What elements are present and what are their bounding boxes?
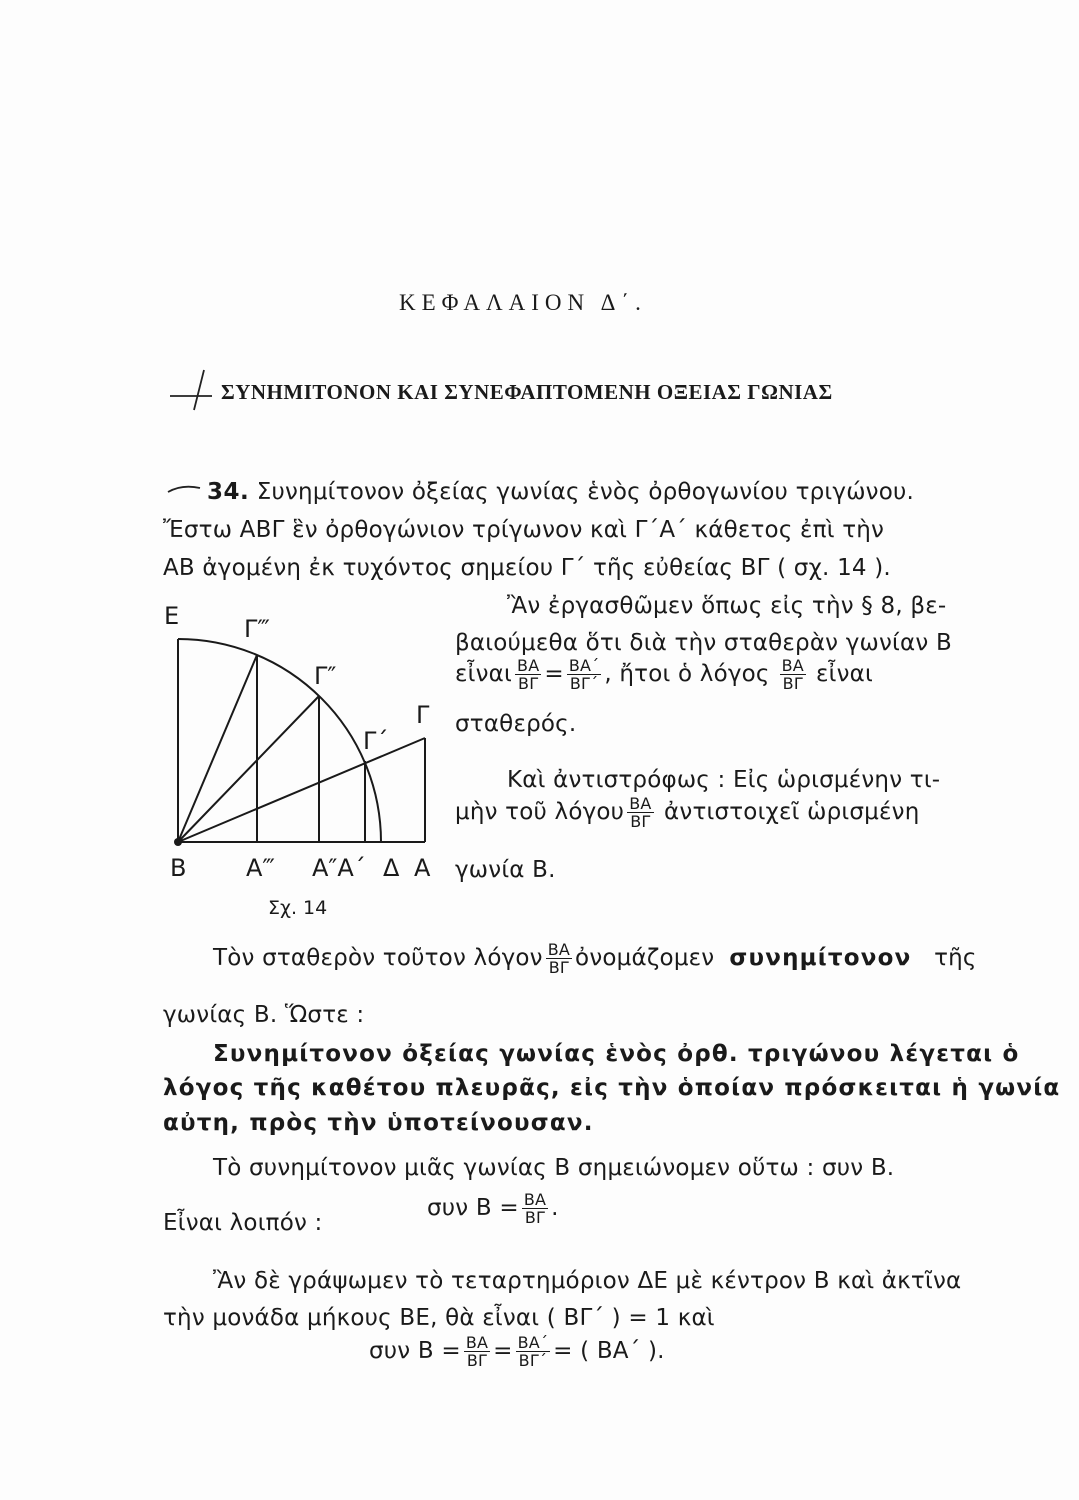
margin-dash-mark xyxy=(166,480,202,498)
label-B: Β xyxy=(170,854,187,882)
para34-number: 34. xyxy=(207,479,250,505)
para34-line2: Ἔστω ΑΒΓ ἓν ὀρθογώνιον τρίγωνον καὶ Γ΄Α΄ κάθετος ἐπὶ τὴν xyxy=(163,517,885,543)
figure-caption: Σχ. 14 xyxy=(268,897,328,919)
figure-14 xyxy=(160,592,460,932)
label-G3: Γ‴ xyxy=(244,615,270,643)
label-E: Ε xyxy=(164,602,180,630)
equals-2: = xyxy=(493,1338,513,1364)
label-G2: Γ″ xyxy=(314,662,337,690)
fraction-ratio-2: $\frac{BA}{B\Gamma}$ xyxy=(629,794,652,831)
definition-line3: αὐτη, πρὸς τὴν ὑποτείνουσαν. xyxy=(163,1110,594,1136)
margin-cross-mark xyxy=(168,366,216,414)
body-line5: Ἂν δὲ γράψωμεν τὸ τεταρτημόριον ΔΕ μὲ κέντρον Β καὶ ἀκτῖνα xyxy=(213,1268,962,1294)
ray-BG2 xyxy=(178,696,319,842)
syn-b-equals: συν Β = xyxy=(427,1195,519,1221)
antistoixei-text: ἀντιστοιχεῖ ὡρισμένη xyxy=(664,799,920,825)
min-tou-logou: μὴν τοῦ λόγου xyxy=(455,799,625,825)
para34-heading-line xyxy=(207,479,914,505)
equals-sign: = xyxy=(544,661,564,687)
fraction-ba-bg: $\frac{BA}{B\Gamma}$ xyxy=(517,656,540,693)
fraction-cos-b: $\frac{BA}{B\Gamma}$ xyxy=(523,1190,547,1227)
itoi-text: , ἤτοι ὁ λόγος xyxy=(604,661,770,687)
body-line1 xyxy=(213,941,977,976)
label-A3: Α‴ xyxy=(246,854,275,882)
fraction-ba1-bg1-final: $\frac{BA΄}{B\Gamma΄}$ xyxy=(517,1333,549,1370)
term-synimitonon: συνημίτονον xyxy=(729,945,912,971)
body-line3: Τὸ συνημίτονον μιᾶς γωνίας Β σημειώνομεν οὕτω : συν Β. xyxy=(213,1155,895,1181)
right-line7: γωνία Β. xyxy=(455,857,556,883)
fraction-ratio: $\frac{BA}{B\Gamma}$ xyxy=(781,656,804,693)
body-line4-formula xyxy=(427,1191,559,1226)
chapter-heading: ΚΕΦΑΛΑΙΟΝ Δ΄. xyxy=(399,290,647,315)
fraction-ba1-bg1: $\frac{BA΄}{B\Gamma΄}$ xyxy=(568,656,600,693)
right-line3 xyxy=(455,657,873,692)
label-A: Α xyxy=(414,854,431,882)
label-A2A1: Α″Α΄ xyxy=(312,854,366,882)
equals-ba1: = ( ΒΑ΄ ). xyxy=(553,1338,665,1364)
einai-word-2: εἶναι xyxy=(815,661,873,687)
fraction-ratio-3: $\frac{BA}{B\Gamma}$ xyxy=(547,940,571,977)
body-line6: τὴν μονάδα μήκους ΒΕ, θὰ εἶναι ( ΒΓ΄ ) = 1 καὶ xyxy=(163,1305,715,1331)
period: . xyxy=(551,1195,559,1221)
right-line5: Καὶ ἀντιστρόφως : Εἰς ὡρισμένην τι- xyxy=(507,767,941,793)
einai-word: εἶναι xyxy=(455,661,513,687)
body-p1a: Τὸν σταθερὸν τοῦτον λόγον xyxy=(213,945,543,971)
right-line4: σταθερός. xyxy=(455,711,577,737)
body-p1d: τῆς xyxy=(934,945,977,971)
point-B xyxy=(174,838,182,846)
body-p1b: ὀνομάζομεν xyxy=(575,945,715,971)
para34-heading: Συνημίτονον ὀξείας γωνίας ἑνὸς ὀρθογωνίου τριγώνου. xyxy=(256,479,915,505)
definition-line1: Συνημίτονον ὀξείας γωνίας ἑνὸς ὀρθ. τριγώνου λέγεται ὁ xyxy=(213,1041,1020,1067)
para34-line3: ΑΒ ἀγομένη ἐκ τυχόντος σημείου Γ΄ τῆς εὐθείας ΒΓ ( σχ. 14 ). xyxy=(163,555,891,581)
body-line7-formula xyxy=(369,1334,665,1369)
definition-line2: λόγος τῆς καθέτου πλευρᾶς, εἰς τὴν ὁποίαν πρόσκειται ἡ γωνία xyxy=(163,1075,1061,1101)
label-G: Γ xyxy=(416,701,430,729)
right-line2: βαιούμεθα ὅτι διὰ τὴν σταθερὰν γωνίαν Β xyxy=(455,630,952,656)
label-G1: Γ΄ xyxy=(363,727,389,755)
syn-b-equals-2: συν Β = xyxy=(369,1338,461,1364)
section-title: ΣΥΝΗΜΙΤΟΝΟΝ ΚΑΙ ΣΥΝΕΦΑΠΤΟΜΕΝΗ ΟΞΕΙΑΣ ΓΩΝΙΑΣ xyxy=(221,380,833,404)
right-line6 xyxy=(455,795,919,830)
label-D: Δ xyxy=(383,854,400,882)
body-line4-label: Εἶναι λοιπόν : xyxy=(163,1210,323,1236)
fraction-ba-bg-final: $\frac{BA}{B\Gamma}$ xyxy=(465,1333,489,1370)
right-line1: Ἂν ἐργασθῶμεν ὅπως εἰς τὴν § 8, βε- xyxy=(507,593,947,619)
body-line2: γωνίας Β. Ὥστε : xyxy=(163,1002,365,1028)
